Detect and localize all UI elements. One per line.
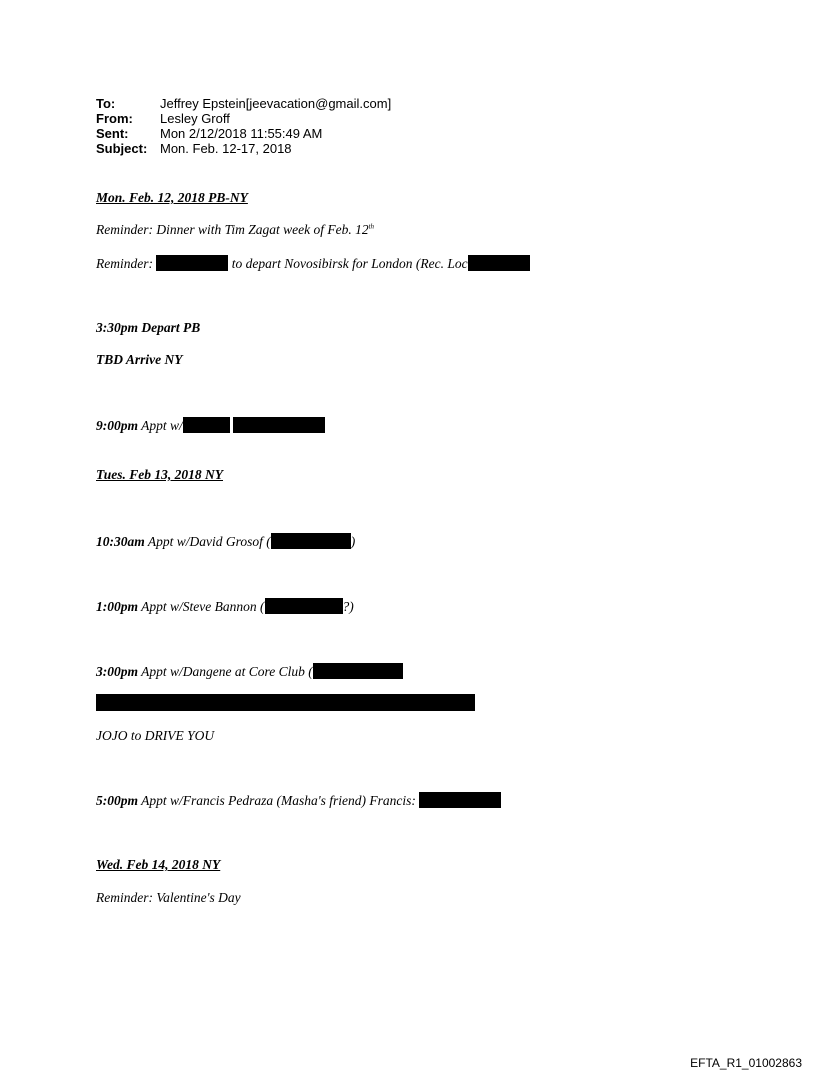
redaction-block [265,598,343,614]
appt-1030 [96,533,355,550]
appt-300-text: Appt w/Dangene at Core Club ( [141,664,313,679]
arrive-ny: TBD Arrive NY [96,352,183,367]
appt-900-time: 9:00pm [96,418,138,433]
appt-900 [96,417,325,434]
redaction-block [419,792,501,808]
to-value: Jeffrey Epstein[jeevacation@gmail.com] [160,96,392,111]
appt-300 [96,663,403,680]
appt-100-time: 1:00pm [96,599,138,614]
reminder-depart-text: to depart Novosibirsk for London (Rec. Loc [231,256,468,271]
redaction-block [156,255,228,271]
redaction-block [183,417,230,433]
day-heading-wed: Wed. Feb 14, 2018 NY [96,857,221,872]
reminder-dinner [96,222,374,238]
subject-label: Subject: [96,141,148,156]
appt-100 [96,598,354,615]
day-heading-mon: Mon. Feb. 12, 2018 PB-NY [96,190,248,205]
sent-row [96,126,391,141]
appt-900-text: Appt w/ [141,418,183,433]
sent-label: Sent: [96,126,129,141]
from-row [96,111,391,126]
subject-row [96,141,391,156]
redaction-block [233,417,325,433]
reminder-dinner-sup: th [368,222,375,231]
jojo-line: JOJO to DRIVE YOU [96,728,215,743]
subject-value: Mon. Feb. 12-17, 2018 [160,141,292,156]
redaction-block [468,255,530,271]
appt-500-time: 5:00pm [96,793,138,808]
reminder-depart-prefix: Reminder: [96,256,153,271]
bates-number: EFTA_R1_01002863 [690,1056,802,1070]
appt-500-text: Appt w/Francis Pedraza (Masha's friend) Francis: [141,793,416,808]
redaction-block [313,663,403,679]
redaction-block [271,533,351,549]
appt-1030-text: Appt w/David Grosof ( [147,534,271,549]
appt-1030-time: 10:30am [96,534,145,549]
redaction-block [96,694,475,711]
appt-100-text: Appt w/Steve Bannon ( [141,599,265,614]
to-row [96,96,391,111]
reminder-depart [96,255,530,272]
day-heading-tue: Tues. Feb 13, 2018 NY [96,467,223,482]
appt-500 [96,792,501,809]
appt-300-time: 3:00pm [96,664,138,679]
email-header [96,96,391,156]
appt-1030-close: ) [350,534,356,549]
reminder-valentine: Reminder: Valentine's Day [96,890,241,905]
reminder-dinner-text: Reminder: Dinner with Tim Zagat week of Feb. 12 [96,222,369,237]
appt-100-close: ?) [342,599,354,614]
depart-pb: 3:30pm Depart PB [96,320,201,335]
to-label: To: [96,96,116,111]
from-label: From: [96,111,133,126]
from-value: Lesley Groff [160,111,230,126]
sent-value: Mon 2/12/2018 11:55:49 AM [160,126,323,141]
